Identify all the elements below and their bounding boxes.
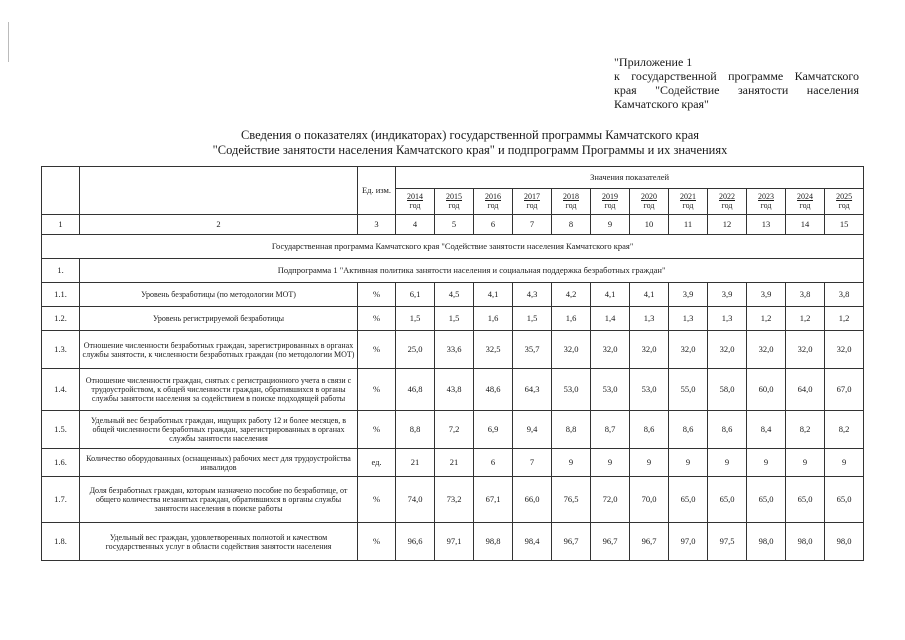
value-cell: 97,0: [669, 523, 708, 561]
subprogram-title: Подпрограмма 1 "Активная политика занятости населения и социальная поддержка безработных граждан": [80, 259, 864, 283]
value-cell: 76,5: [552, 477, 591, 523]
appendix-line-4: Камчатского края": [614, 97, 709, 111]
value-cell: 1,2: [786, 307, 825, 331]
column-number: 14: [786, 215, 825, 235]
value-cell: 9: [630, 449, 669, 477]
table-body: [42, 167, 864, 561]
table-row: [42, 331, 864, 369]
year-header: [825, 189, 864, 215]
year-suffix: год: [643, 200, 655, 210]
table-row: [42, 449, 864, 477]
row-number: 1.4.: [42, 369, 80, 411]
year-header: [396, 189, 435, 215]
column-number: 15: [825, 215, 864, 235]
indicator-name: Удельный вес граждан, удовлетворенных полнотой и качеством государственных услуг в области содействия занятости населения: [80, 523, 358, 561]
value-cell: 3,8: [786, 283, 825, 307]
value-cell: 33,6: [435, 331, 474, 369]
column-number: 3: [358, 215, 396, 235]
value-cell: 8,6: [669, 411, 708, 449]
column-number: 2: [80, 215, 358, 235]
value-cell: 3,8: [825, 283, 864, 307]
value-cell: 6: [474, 449, 513, 477]
table-row: [42, 369, 864, 411]
year-value: 2023: [758, 192, 774, 201]
column-number: 6: [474, 215, 513, 235]
value-cell: 4,1: [591, 283, 630, 307]
row-number: 1.5.: [42, 411, 80, 449]
year-value: 2020: [641, 192, 657, 201]
year-suffix: год: [448, 200, 460, 210]
column-number: 11: [669, 215, 708, 235]
row-number: 1.8.: [42, 523, 80, 561]
value-cell: 72,0: [591, 477, 630, 523]
value-cell: 65,0: [786, 477, 825, 523]
year-value: 2016: [485, 192, 501, 201]
unit-cell: ед.: [358, 449, 396, 477]
value-cell: 96,7: [552, 523, 591, 561]
column-number: 12: [708, 215, 747, 235]
value-cell: 1,5: [435, 307, 474, 331]
value-cell: 35,7: [513, 331, 552, 369]
value-cell: 4,1: [630, 283, 669, 307]
indicator-name: Удельный вес безработных граждан, ищущих работу 12 и более месяцев, в общей численности безработных граждан, зарегистрированных в органах службы занятости населения: [80, 411, 358, 449]
column-number: 10: [630, 215, 669, 235]
indicator-name: Отношение численности безработных граждан, зарегистрированных в органах службы занятости, к численности безработных граждан (по методологии МОТ): [80, 331, 358, 369]
value-cell: 43,8: [435, 369, 474, 411]
year-value: 2022: [719, 192, 735, 201]
year-value: 2014: [407, 192, 423, 201]
value-cell: 3,9: [747, 283, 786, 307]
value-cell: 8,2: [825, 411, 864, 449]
year-suffix: год: [682, 200, 694, 210]
row-number: 1.1.: [42, 283, 80, 307]
value-cell: 96,7: [591, 523, 630, 561]
program-title: Государственная программа Камчатского края "Содействие занятости населения Камчатского края": [42, 235, 864, 259]
year-suffix: год: [565, 200, 577, 210]
value-cell: 32,0: [552, 331, 591, 369]
value-cell: 9,4: [513, 411, 552, 449]
value-cell: 4,5: [435, 283, 474, 307]
table-row: [42, 307, 864, 331]
value-cell: 9: [552, 449, 591, 477]
value-cell: 1,5: [513, 307, 552, 331]
column-number: 8: [552, 215, 591, 235]
value-cell: 21: [435, 449, 474, 477]
table-row: [42, 477, 864, 523]
year-value: 2024: [797, 192, 813, 201]
indicator-name: Количество оборудованных (оснащенных) рабочих мест для трудоустройства инвалидов: [80, 449, 358, 477]
program-row: [42, 235, 864, 259]
value-cell: 9: [669, 449, 708, 477]
column-number: 13: [747, 215, 786, 235]
value-cell: 67,1: [474, 477, 513, 523]
value-cell: 9: [747, 449, 786, 477]
value-cell: 8,6: [708, 411, 747, 449]
value-cell: 53,0: [552, 369, 591, 411]
appendix-note: [614, 55, 859, 111]
year-suffix: год: [487, 200, 499, 210]
value-cell: 4,2: [552, 283, 591, 307]
year-header: [435, 189, 474, 215]
row-number: 1.2.: [42, 307, 80, 331]
value-cell: 3,9: [669, 283, 708, 307]
column-number: 5: [435, 215, 474, 235]
column-number: 7: [513, 215, 552, 235]
header-unit-cell: Ед. изм.: [358, 167, 396, 215]
value-cell: 1,3: [630, 307, 669, 331]
value-cell: 9: [825, 449, 864, 477]
appendix-line-1: "Приложение 1: [614, 55, 693, 69]
year-header: [708, 189, 747, 215]
year-header: [513, 189, 552, 215]
value-cell: 32,0: [708, 331, 747, 369]
value-cell: 53,0: [630, 369, 669, 411]
value-cell: 1,4: [591, 307, 630, 331]
value-cell: 3,9: [708, 283, 747, 307]
value-cell: 70,0: [630, 477, 669, 523]
value-cell: 1,6: [552, 307, 591, 331]
column-numbers-row: [42, 215, 864, 235]
header-name-cell: [80, 167, 358, 215]
year-header: [669, 189, 708, 215]
year-value: 2018: [563, 192, 579, 201]
year-value: 2025: [836, 192, 853, 201]
value-cell: 98,4: [513, 523, 552, 561]
header-num-cell: [42, 167, 80, 215]
value-cell: 7,2: [435, 411, 474, 449]
row-number: 1.7.: [42, 477, 80, 523]
value-cell: 74,0: [396, 477, 435, 523]
value-cell: 9: [786, 449, 825, 477]
year-header: [630, 189, 669, 215]
indicator-name: Уровень безработицы (по методологии МОТ): [80, 283, 358, 307]
appendix-line-2: к государственной программе Камчатского: [614, 69, 859, 83]
unit-cell: %: [358, 331, 396, 369]
document-title: [120, 128, 820, 158]
value-cell: 32,0: [825, 331, 864, 369]
value-cell: 1,5: [396, 307, 435, 331]
table-row: [42, 411, 864, 449]
value-cell: 1,3: [708, 307, 747, 331]
indicator-name: Доля безработных граждан, которым назначено пособие по безработице, от общего количества незанятых граждан, обратившихся в органы службы занятости населения в поиске работы: [80, 477, 358, 523]
value-cell: 8,8: [396, 411, 435, 449]
value-cell: 32,0: [591, 331, 630, 369]
value-cell: 65,0: [747, 477, 786, 523]
value-cell: 65,0: [669, 477, 708, 523]
value-cell: 8,6: [630, 411, 669, 449]
value-cell: 58,0: [708, 369, 747, 411]
value-cell: 98,0: [825, 523, 864, 561]
year-header: [552, 189, 591, 215]
value-cell: 65,0: [825, 477, 864, 523]
value-cell: 46,8: [396, 369, 435, 411]
value-cell: 55,0: [669, 369, 708, 411]
value-cell: 9: [591, 449, 630, 477]
year-value: 2017: [524, 192, 540, 201]
year-header: [591, 189, 630, 215]
value-cell: 64,3: [513, 369, 552, 411]
value-cell: 97,5: [708, 523, 747, 561]
value-cell: 1,6: [474, 307, 513, 331]
year-suffix: год: [526, 200, 538, 210]
value-cell: 1,3: [669, 307, 708, 331]
value-cell: 65,0: [708, 477, 747, 523]
value-cell: 98,0: [786, 523, 825, 561]
value-cell: 32,5: [474, 331, 513, 369]
year-suffix: год: [604, 200, 616, 210]
unit-cell: %: [358, 477, 396, 523]
year-value: 2015: [446, 192, 462, 201]
value-cell: 32,0: [669, 331, 708, 369]
unit-cell: %: [358, 523, 396, 561]
indicator-name: Отношение численности граждан, снятых с регистрационного учета в связи с трудоустройством, к общей численности граждан, обратившихся в органы службы занятости населения за содействием в поиске подходящей работы: [80, 369, 358, 411]
unit-cell: %: [358, 369, 396, 411]
value-cell: 60,0: [747, 369, 786, 411]
value-cell: 32,0: [747, 331, 786, 369]
title-line-2: "Содействие занятости населения Камчатского края" и подпрограмм Программы и их значениях: [212, 143, 728, 157]
value-cell: 4,3: [513, 283, 552, 307]
value-cell: 32,0: [630, 331, 669, 369]
year-suffix: год: [760, 200, 772, 210]
appendix-line-3: края "Содействие занятости населения: [614, 83, 859, 97]
unit-cell: %: [358, 411, 396, 449]
value-cell: 4,1: [474, 283, 513, 307]
value-cell: 8,8: [552, 411, 591, 449]
value-cell: 96,6: [396, 523, 435, 561]
year-header: [474, 189, 513, 215]
subprogram-num: 1.: [42, 259, 80, 283]
column-number: 4: [396, 215, 435, 235]
unit-cell: %: [358, 307, 396, 331]
value-cell: 96,7: [630, 523, 669, 561]
value-cell: 21: [396, 449, 435, 477]
value-cell: 73,2: [435, 477, 474, 523]
unit-cell: %: [358, 283, 396, 307]
subprogram-row: [42, 259, 864, 283]
value-cell: 48,6: [474, 369, 513, 411]
value-cell: 97,1: [435, 523, 474, 561]
header-values-cell: Значения показателей: [396, 167, 864, 189]
value-cell: 98,0: [747, 523, 786, 561]
value-cell: 6,9: [474, 411, 513, 449]
value-cell: 6,1: [396, 283, 435, 307]
value-cell: 9: [708, 449, 747, 477]
table-row: [42, 283, 864, 307]
value-cell: 53,0: [591, 369, 630, 411]
value-cell: 8,4: [747, 411, 786, 449]
year-header: [747, 189, 786, 215]
value-cell: 67,0: [825, 369, 864, 411]
column-number: 9: [591, 215, 630, 235]
value-cell: 32,0: [786, 331, 825, 369]
value-cell: 1,2: [825, 307, 864, 331]
title-line-1: Сведения о показателях (индикаторах) государственной программы Камчатского края: [240, 128, 700, 142]
table-row: [42, 523, 864, 561]
row-number: 1.3.: [42, 331, 80, 369]
value-cell: 64,0: [786, 369, 825, 411]
value-cell: 7: [513, 449, 552, 477]
row-number: 1.6.: [42, 449, 80, 477]
indicators-table: [41, 166, 864, 561]
year-header: [786, 189, 825, 215]
year-value: 2021: [680, 192, 696, 201]
year-suffix: год: [838, 200, 850, 210]
value-cell: 8,2: [786, 411, 825, 449]
value-cell: 25,0: [396, 331, 435, 369]
year-value: 2019: [602, 192, 618, 201]
column-number: 1: [42, 215, 80, 235]
value-cell: 8,7: [591, 411, 630, 449]
year-suffix: год: [409, 200, 421, 210]
value-cell: 66,0: [513, 477, 552, 523]
year-suffix: год: [721, 200, 733, 210]
value-cell: 98,8: [474, 523, 513, 561]
scan-edge-mark: [8, 22, 9, 62]
header-row-top: [42, 167, 864, 189]
value-cell: 1,2: [747, 307, 786, 331]
indicator-name: Уровень регистрируемой безработицы: [80, 307, 358, 331]
year-suffix: год: [799, 200, 811, 210]
